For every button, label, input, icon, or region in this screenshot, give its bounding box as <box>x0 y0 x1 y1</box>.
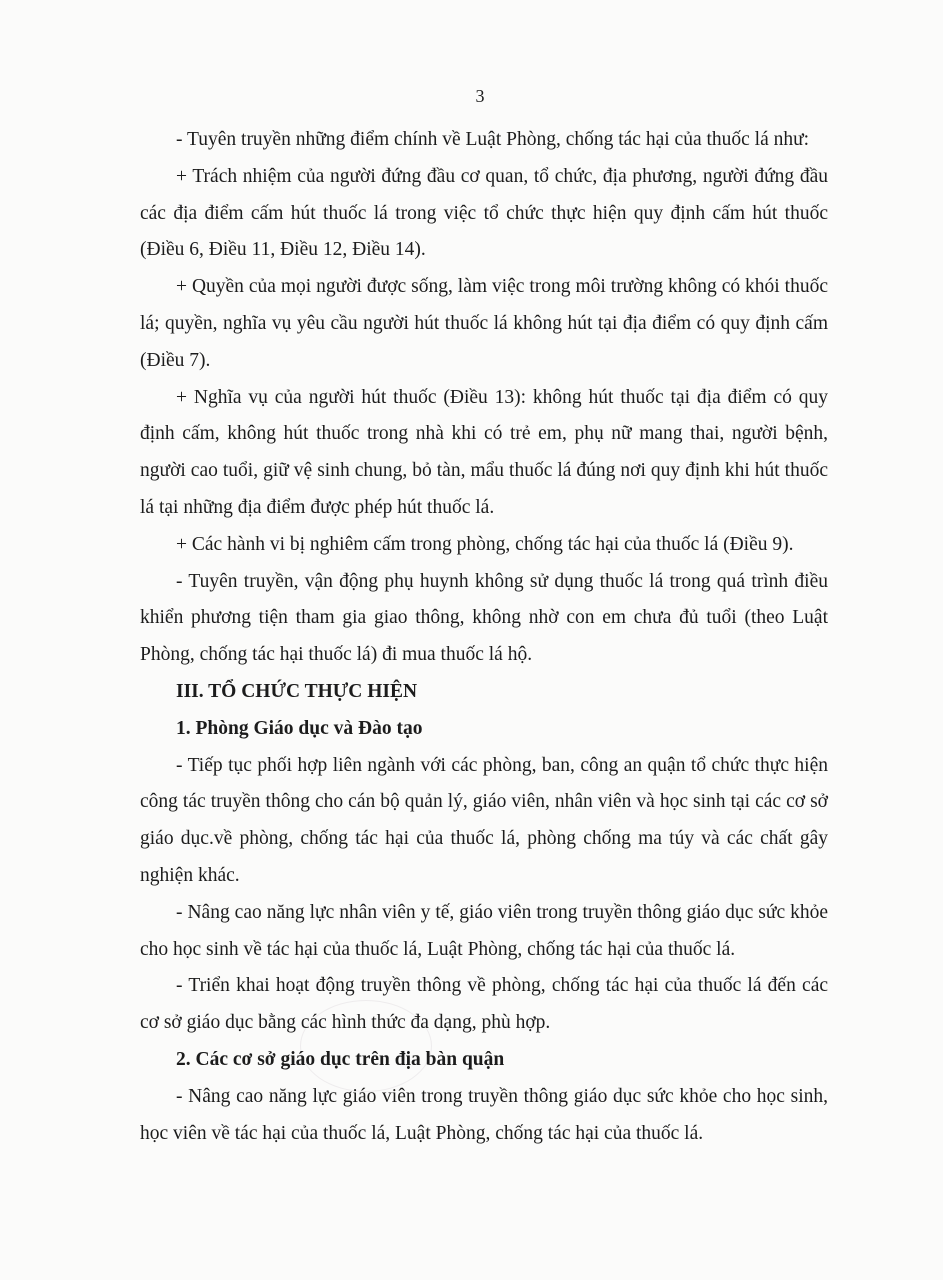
paragraph: - Triển khai hoạt động truyền thông về phòng, chống tác hại của thuốc lá đến các cơ sở giáo dục bằng các hình thức đa dạng, phù hợp. <box>140 975 828 1034</box>
document-body <box>140 122 828 1152</box>
subsection-heading: 1. Phòng Giáo dục và Đào tạo <box>176 717 423 739</box>
paragraph: - Nâng cao năng lực giáo viên trong truyền thông giáo dục sức khỏe cho học sinh, học viên về tác hại của thuốc lá, Luật Phòng, chống tác hại của thuốc lá. <box>140 1085 828 1144</box>
paragraph: + Quyền của mọi người được sống, làm việc trong môi trường không có khói thuốc lá; quyền, nghĩa vụ yêu cầu người hút thuốc lá không hút tại địa điểm có quy định cấm (Điều 7). <box>140 276 828 371</box>
paragraph: - Nâng cao năng lực nhân viên y tế, giáo viên trong truyền thông giáo dục sức khỏe cho học sinh về tác hại của thuốc lá, Luật Phòng, chống tác hại của thuốc lá. <box>140 901 828 960</box>
paragraph: + Nghĩa vụ của người hút thuốc (Điều 13): không hút thuốc tại địa điểm có quy định cấm, không hút thuốc trong nhà khi có trẻ em, phụ nữ mang thai, người bệnh, người cao tuổi, giữ vệ sinh chung, bỏ tàn, mẩu thuốc lá đúng nơi quy định khi hút thuốc lá tại những địa điểm được phép hút thuốc lá. <box>140 386 828 518</box>
paragraph: + Các hành vi bị nghiêm cấm trong phòng, chống tác hại của thuốc lá (Điều 9). <box>176 533 794 555</box>
paragraph: - Tiếp tục phối hợp liên ngành với các phòng, ban, công an quận tổ chức thực hiện công tác truyền thông cho cán bộ quản lý, giáo viên, nhân viên và học sinh tại các cơ sở giáo dục.về phòng, chống tác hại của thuốc lá, phòng chống ma túy và các chất gây nghiện khác. <box>140 754 828 886</box>
page-number: 3 <box>475 86 485 106</box>
paragraph: - Tuyên truyền những điểm chính về Luật Phòng, chống tác hại của thuốc lá như: <box>176 129 810 150</box>
subsection-heading: 2. Các cơ sở giáo dục trên địa bàn quận <box>176 1048 505 1070</box>
paragraph: + Trách nhiệm của người đứng đầu cơ quan, tổ chức, địa phương, người đứng đầu các địa điểm cấm hút thuốc lá trong việc tổ chức thực hiện quy định cấm hút thuốc (Điều 6, Điều 11, Điều 12, Điều 14). <box>140 165 828 261</box>
section-heading: III. TỔ CHỨC THỰC HIỆN <box>176 680 418 702</box>
paragraph: - Tuyên truyền, vận động phụ huynh không sử dụng thuốc lá trong quá trình điều khiển phương tiện tham gia giao thông, không nhờ con em chưa đủ tuổi (theo Luật Phòng, chống tác hại thuốc lá) đi mua thuốc lá hộ. <box>140 570 828 666</box>
